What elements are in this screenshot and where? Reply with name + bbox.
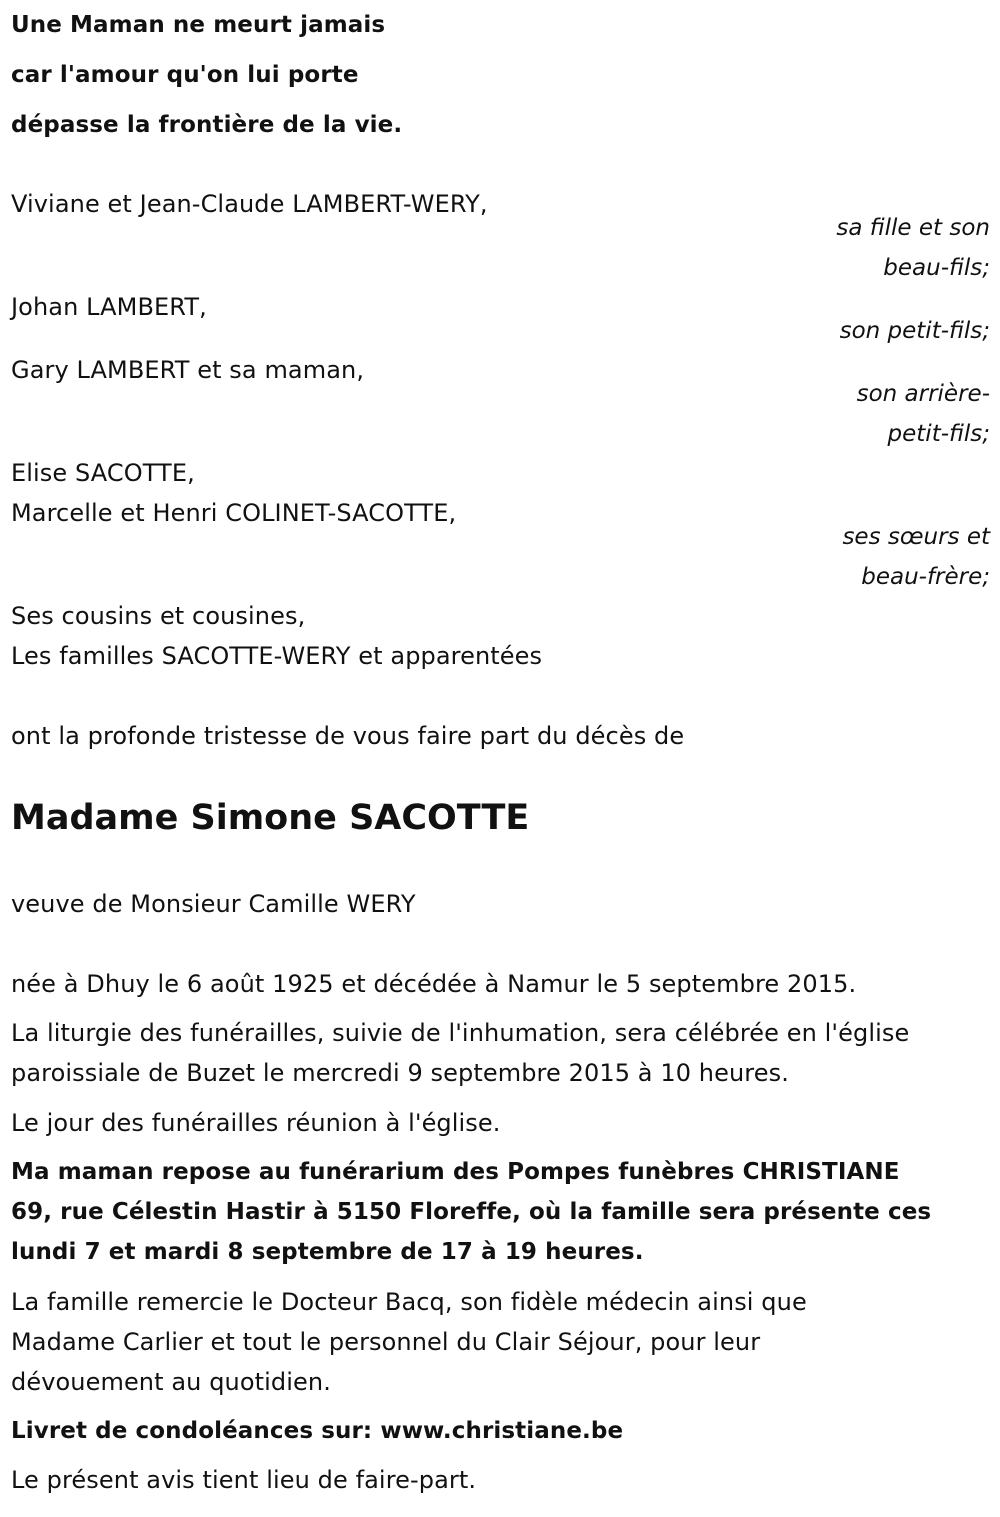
funerarium-line-1: Ma maman repose au funérarium des Pompes funèbres CHRISTIANE bbox=[11, 1159, 900, 1185]
relation-grandson: son petit-fils; bbox=[839, 318, 990, 344]
relation-great-grandson-1: son arrière- bbox=[856, 381, 990, 407]
liturgy-line-2: paroissiale de Buzet le mercredi 9 septembre 2015 à 10 heures. bbox=[11, 1059, 789, 1087]
quote-line-1: Une Maman ne meurt jamais bbox=[11, 12, 386, 38]
widow-of-text: veuve de Monsieur Camille WERY bbox=[11, 890, 416, 918]
thanks-line-1: La famille remercie le Docteur Bacq, son fidèle médecin ainsi que bbox=[11, 1288, 807, 1316]
family-name-marcelle-henri: Marcelle et Henri COLINET-SACOTTE, bbox=[11, 499, 457, 527]
meeting-text: Le jour des funérailles réunion à l'église. bbox=[11, 1109, 501, 1137]
thanks-line-2: Madame Carlier et tout le personnel du Clair Séjour, pour leur bbox=[11, 1328, 761, 1356]
family-name-cousins: Ses cousins et cousines, bbox=[11, 602, 306, 630]
family-name-families: Les familles SACOTTE-WERY et apparentées bbox=[11, 642, 543, 670]
condolences-link-text: Livret de condoléances sur: www.christiane.be bbox=[11, 1418, 624, 1444]
thanks-line-3: dévouement au quotidien. bbox=[11, 1368, 331, 1396]
deceased-name: Madame Simone SACOTTE bbox=[11, 798, 530, 838]
liturgy-line-1: La liturgie des funérailles, suivie de l'inhumation, sera célébrée en l'église bbox=[11, 1019, 910, 1047]
relation-sisters-1: ses sœurs et bbox=[842, 524, 990, 550]
announcement-text: ont la profonde tristesse de vous faire part du décès de bbox=[11, 722, 685, 750]
relation-sisters-2: beau-frère; bbox=[861, 564, 990, 590]
relation-daughter-son-in-law-1: sa fille et son bbox=[836, 215, 990, 241]
quote-line-2: car l'amour qu'on lui porte bbox=[11, 62, 359, 88]
family-name-viviane-jean-claude: Viviane et Jean-Claude LAMBERT-WERY, bbox=[11, 190, 488, 218]
relation-daughter-son-in-law-2: beau-fils; bbox=[883, 255, 990, 281]
family-name-elise: Elise SACOTTE, bbox=[11, 459, 195, 487]
birth-death-dates: née à Dhuy le 6 août 1925 et décédée à Namur le 5 septembre 2015. bbox=[11, 970, 857, 998]
family-name-gary: Gary LAMBERT et sa maman, bbox=[11, 356, 365, 384]
family-name-johan: Johan LAMBERT, bbox=[11, 293, 207, 321]
funerarium-line-2: 69, rue Célestin Hastir à 5150 Floreffe, où la famille sera présente ces bbox=[11, 1199, 932, 1225]
quote-line-3: dépasse la frontière de la vie. bbox=[11, 112, 403, 138]
relation-great-grandson-2: petit-fils; bbox=[887, 421, 990, 447]
funerarium-line-3: lundi 7 et mardi 8 septembre de 17 à 19 heures. bbox=[11, 1239, 644, 1265]
notice-text: Le présent avis tient lieu de faire-part. bbox=[11, 1466, 477, 1494]
